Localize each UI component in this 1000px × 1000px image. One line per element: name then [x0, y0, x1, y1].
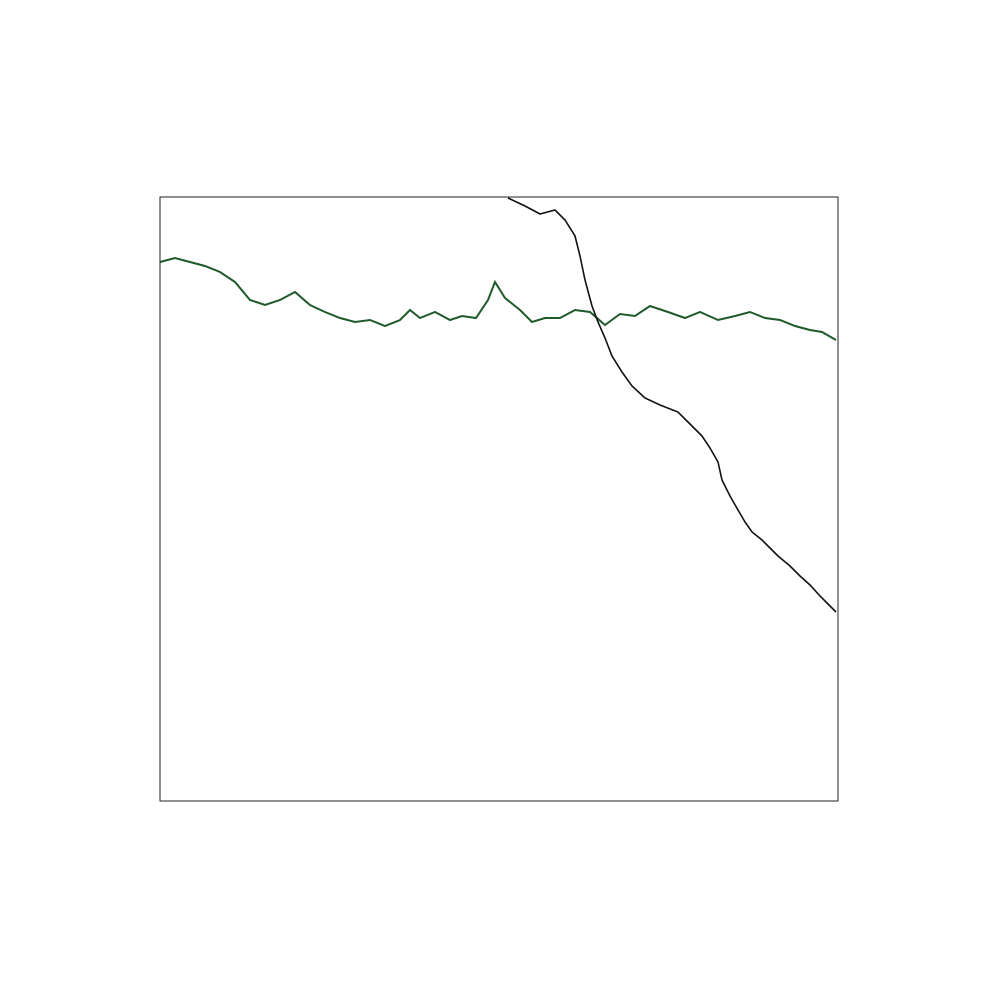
river-line: [508, 198, 836, 612]
state-border: [160, 258, 836, 340]
